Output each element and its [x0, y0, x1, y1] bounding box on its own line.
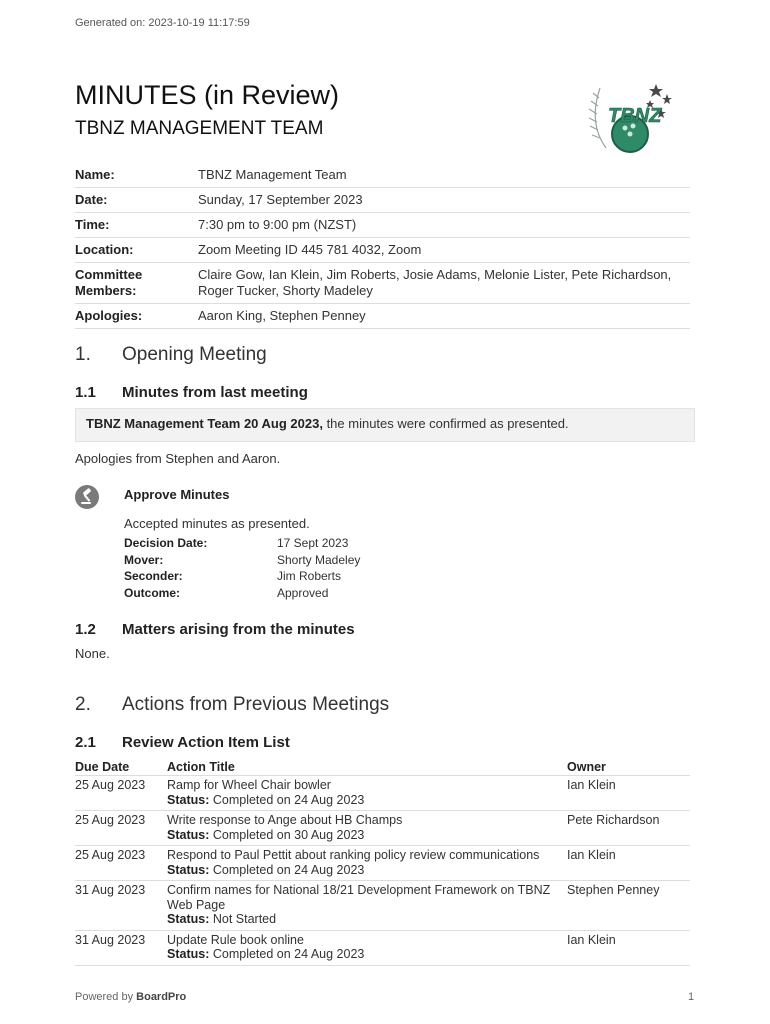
section-number: 2. [75, 694, 91, 715]
section-title: Actions from Previous Meetings [122, 694, 390, 715]
info-label: Name: [75, 167, 115, 182]
subsection-heading-1-1 [75, 384, 308, 401]
status-label: Status: [167, 792, 210, 807]
column-header-owner: Owner [567, 760, 606, 774]
status-label: Status: [167, 862, 210, 877]
decision-value: Jim Roberts [277, 569, 342, 583]
decision-row [124, 553, 424, 570]
subsection-heading-1-2 [75, 621, 355, 638]
info-value: 7:30 pm to 9:00 pm (NZST) [198, 217, 357, 232]
action-title: Update Rule book online [167, 932, 304, 947]
owner: Stephen Penney [567, 883, 660, 897]
column-header-action-title: Action Title [167, 760, 235, 774]
table-row[interactable] [75, 931, 690, 966]
subsection-title: Matters arising from the minutes [122, 621, 355, 638]
column-header-due-date: Due Date [75, 760, 130, 774]
info-row-members [75, 263, 690, 304]
table-row[interactable] [75, 846, 690, 881]
decision-value: Approved [277, 585, 329, 600]
apologies-note: Apologies from Stephen and Aaron. [75, 451, 281, 466]
decision-title: Approve Minutes [124, 487, 230, 502]
owner: Ian Klein [567, 778, 616, 792]
previous-minutes-box [75, 408, 695, 442]
table-row[interactable] [75, 811, 690, 846]
status-value: Completed on 30 Aug 2023 [209, 827, 365, 842]
action-status [167, 947, 567, 962]
decision-row [124, 536, 424, 553]
previous-minutes-text: the minutes were confirmed as presented. [322, 416, 569, 431]
due-date: 25 Aug 2023 [75, 813, 146, 827]
info-label: Date: [75, 192, 108, 207]
subsection-number: 1.2 [75, 621, 96, 638]
powered-by-prefix: Powered by [75, 991, 137, 1003]
fern-icon [589, 88, 606, 148]
decision-value: 17 Sept 2023 [277, 536, 349, 550]
status-label: Status: [167, 827, 210, 842]
info-label: Time: [75, 217, 110, 232]
action-title: Confirm names for National 18/21 Development Framework on TBNZ [167, 883, 551, 897]
owner: Ian Klein [567, 932, 616, 947]
section-heading-2 [75, 694, 389, 716]
subsection-title: Review Action Item List [122, 734, 290, 751]
decision-value: Shorty Madeley [277, 552, 361, 567]
decision-label: Outcome: [124, 585, 181, 600]
action-status [167, 793, 567, 808]
info-value: Aaron King, Stephen Penney [198, 308, 366, 323]
info-row-date [75, 188, 690, 213]
owner: Ian Klein [567, 848, 616, 862]
subsection-number: 2.1 [75, 734, 96, 751]
previous-minutes-link[interactable]: TBNZ Management Team 20 Aug 2023, [86, 416, 323, 431]
document-title: MINUTES (in Review) [75, 80, 340, 110]
powered-by [75, 991, 186, 1003]
action-title: Write response to Ange about HB Champs [167, 813, 403, 827]
table-row[interactable] [75, 776, 690, 811]
subsection-number: 1.1 [75, 384, 96, 401]
info-value: Sunday, 17 September 2023 [198, 192, 363, 207]
generated-timestamp: Generated on: 2023-10-19 11:17:59 [75, 17, 250, 29]
status-value: Not Started [209, 912, 277, 926]
status-value: Completed on 24 Aug 2023 [209, 862, 365, 877]
meeting-info-table [75, 163, 690, 329]
subsection-title: Minutes from last meeting [122, 384, 308, 401]
action-title: Respond to Paul Pettit about ranking policy review communications [167, 848, 540, 862]
action-status [167, 912, 567, 927]
document-subtitle: TBNZ MANAGEMENT TEAM [75, 118, 324, 139]
status-label: Status: [167, 947, 210, 961]
action-items-table [75, 760, 690, 966]
info-row-name [75, 163, 690, 188]
action-status [167, 828, 567, 843]
section-number: 1. [75, 344, 91, 365]
table-header [75, 760, 690, 776]
due-date: 31 Aug 2023 [75, 883, 146, 897]
action-title: Ramp for Wheel Chair bowler [167, 778, 331, 792]
status-label: Status: [167, 912, 210, 926]
decision-label: Decision Date: [124, 536, 208, 550]
info-row-location [75, 238, 690, 263]
info-row-time [75, 213, 690, 238]
action-title-continued: Web Page [167, 897, 226, 912]
due-date: 31 Aug 2023 [75, 932, 146, 947]
matters-arising-text: None. [75, 646, 110, 661]
section-heading-1 [75, 344, 267, 366]
owner: Pete Richardson [567, 813, 660, 827]
page-number: 1 [688, 991, 695, 1003]
svg-text:TBNZ: TBNZ [608, 105, 662, 127]
due-date: 25 Aug 2023 [75, 778, 146, 792]
info-label: Committee Members: [75, 267, 143, 298]
info-label: Apologies: [75, 308, 143, 323]
decision-label: Seconder: [124, 569, 183, 583]
boardpro-link[interactable]: BoardPro [136, 991, 187, 1003]
decision-row [124, 569, 424, 586]
info-row-apologies [75, 304, 690, 329]
gavel-icon [75, 485, 99, 509]
tbnz-logo [578, 78, 678, 158]
subsection-heading-2-1 [75, 734, 290, 751]
info-label: Location: [75, 242, 134, 257]
status-value: Completed on 24 Aug 2023 [209, 947, 365, 961]
decision-details [124, 536, 424, 602]
decision-description: Accepted minutes as presented. [124, 516, 310, 531]
info-value: Zoom Meeting ID 445 781 4032, Zoom [198, 242, 422, 257]
status-value: Completed on 24 Aug 2023 [209, 792, 365, 807]
table-row[interactable] [75, 881, 690, 931]
info-value: TBNZ Management Team [198, 167, 347, 182]
section-title: Opening Meeting [122, 344, 267, 365]
decision-label: Mover: [124, 552, 164, 567]
action-status [167, 863, 567, 878]
info-value: Claire Gow, Ian Klein, Jim Roberts, Josie Adams, Melonie Lister, Pete Richardson, Roger Tucker, Shorty Madeley [198, 267, 672, 298]
due-date: 25 Aug 2023 [75, 848, 146, 862]
decision-row [124, 586, 424, 603]
